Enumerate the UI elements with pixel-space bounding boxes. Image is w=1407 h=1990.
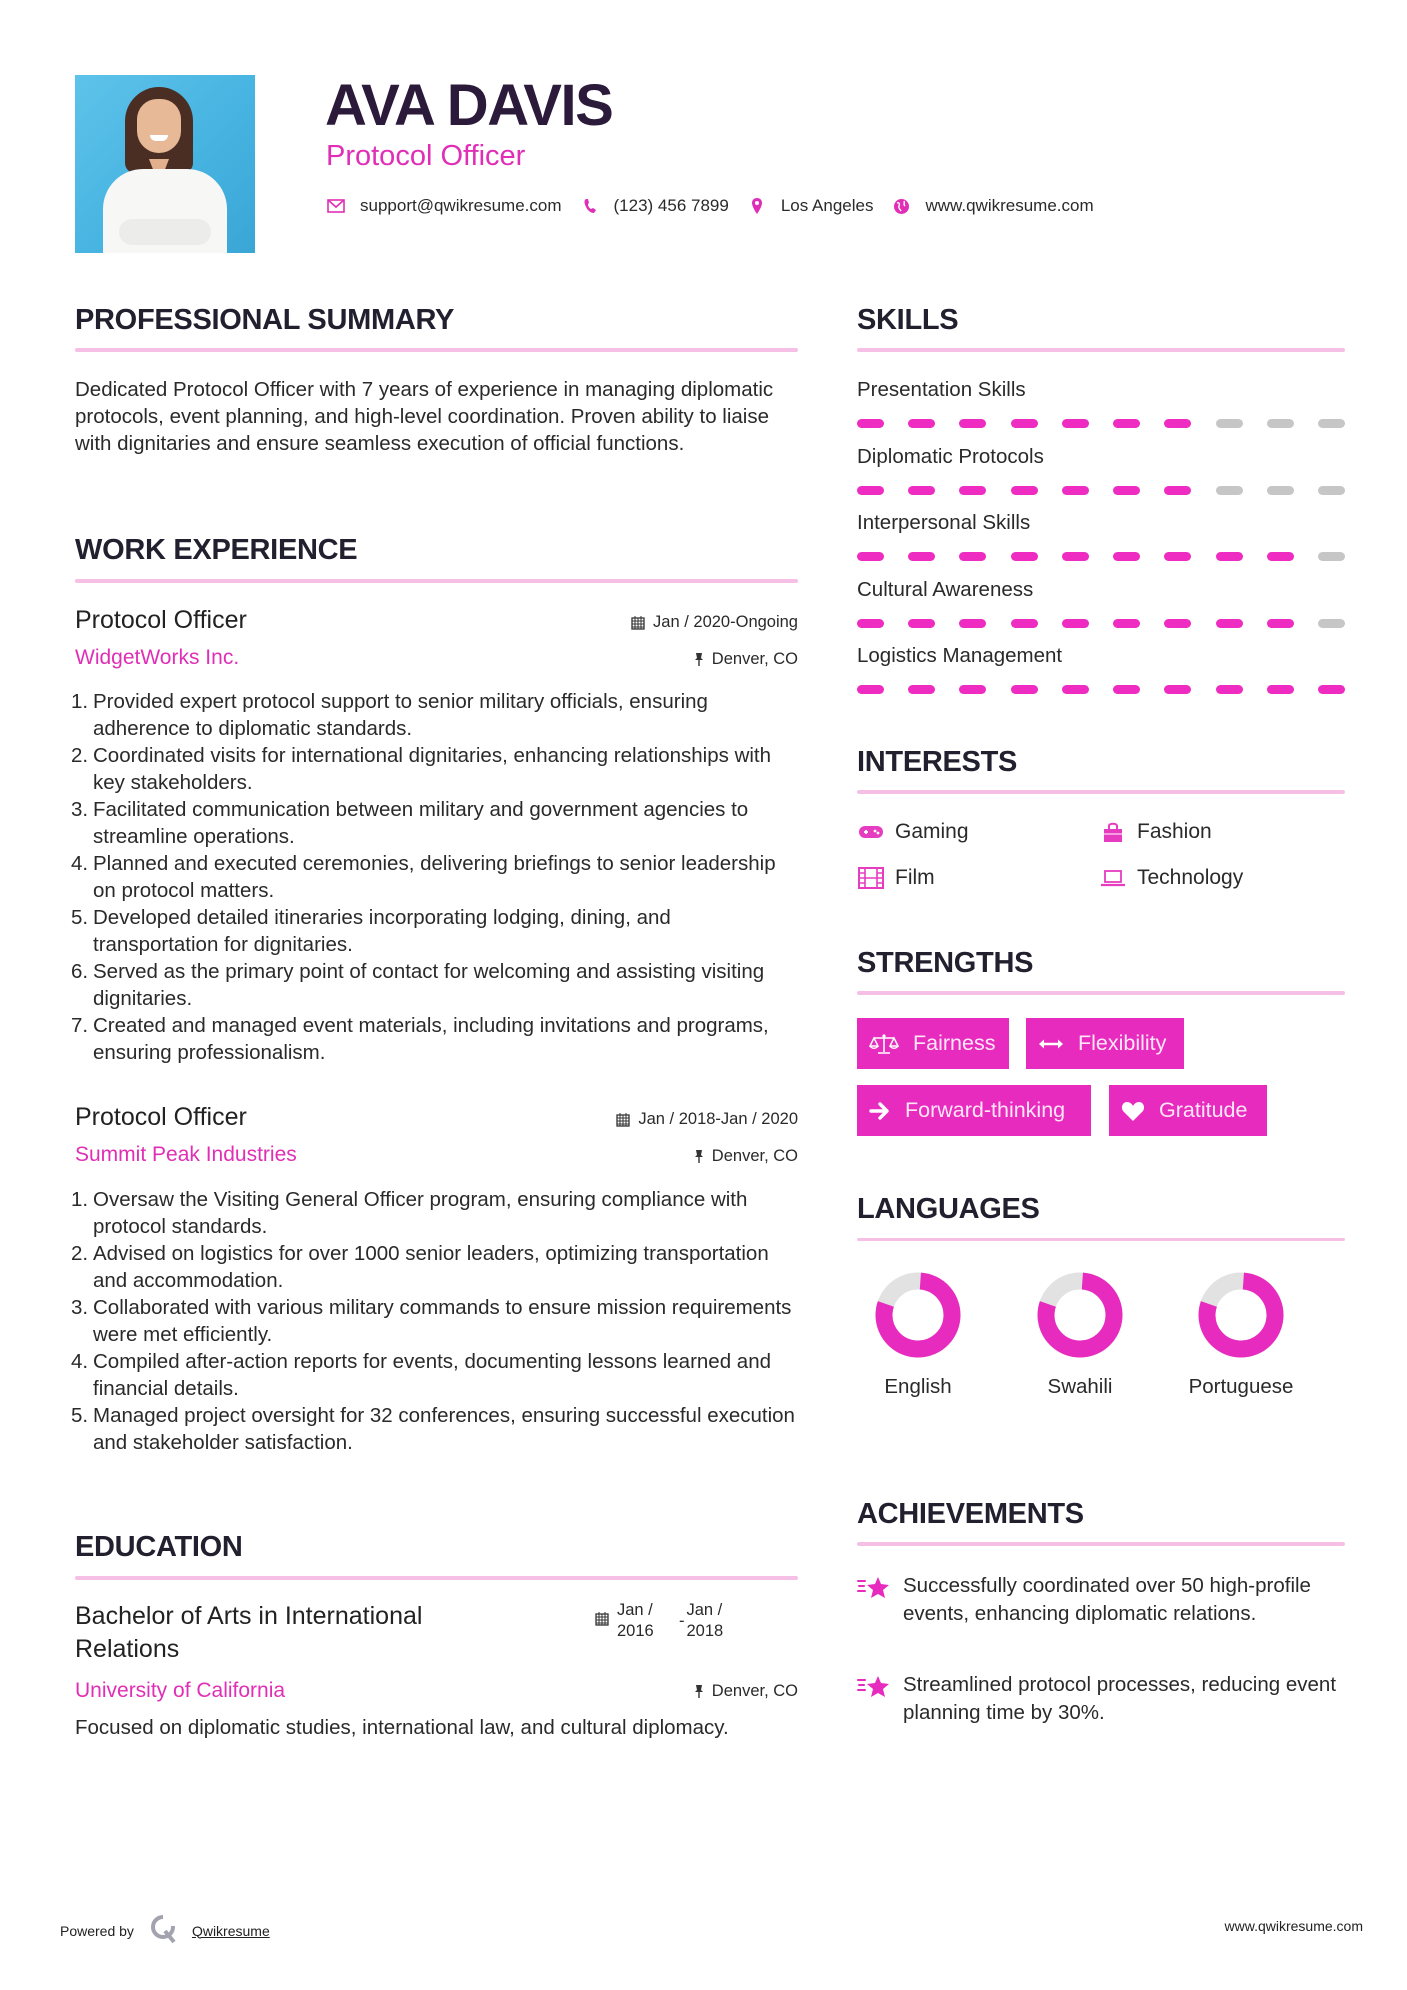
- skill-item: [857, 377, 1345, 444]
- skill-item: [857, 444, 1345, 511]
- contact-row: [326, 194, 1112, 218]
- rating-segment-filled: [1164, 552, 1191, 561]
- list-item: 1. Provided expert protocol support to senior military officials, ensuring adherence to diplomatic standards.: [71, 690, 708, 740]
- language-label: Swahili: [1047, 1375, 1113, 1398]
- skill-item: [857, 643, 1345, 710]
- education-entry: [75, 1600, 798, 1760]
- rating-segment-filled: [1113, 619, 1140, 628]
- rating-segment-filled: [1164, 685, 1191, 694]
- laptop-icon: [1099, 866, 1127, 890]
- rating-segment-filled: [857, 552, 884, 561]
- contact-phone-text: (123) 456 7899: [613, 196, 729, 215]
- rating-segment-filled: [1216, 619, 1243, 628]
- section-divider: [75, 1576, 798, 1580]
- rating-segment-filled: [1318, 685, 1345, 694]
- list-item: 3. Facilitated communication between military and government agencies to streamline operations.: [71, 798, 749, 848]
- job-1-bullets: [71, 688, 795, 1066]
- rating-segment-filled: [1113, 685, 1140, 694]
- section-divider: [857, 1542, 1345, 1546]
- rating-segment-filled: [1164, 486, 1191, 495]
- job-location: Denver, CO: [694, 1145, 798, 1167]
- job-entry-1: [75, 605, 798, 675]
- pushpin-icon: [694, 1149, 704, 1164]
- education-location: Denver, CO: [694, 1680, 798, 1702]
- education-date-start: Jan / 2016: [617, 1601, 654, 1640]
- list-item: 2. Advised on logistics for over 1000 senior leaders, optimizing transportation and accommodation.: [71, 1242, 769, 1292]
- language-swahili: [1024, 1272, 1136, 1402]
- rating-segment-filled: [959, 419, 986, 428]
- section-divider: [857, 1238, 1345, 1241]
- list-item: 4. Compiled after-action reports for events, documenting lessons learned and financial details.: [71, 1350, 772, 1400]
- rating-segment-filled: [908, 552, 935, 561]
- skill-label: Presentation Skills: [857, 378, 1026, 401]
- language-portuguese: [1186, 1272, 1296, 1402]
- rating-segment-filled: [1062, 685, 1089, 694]
- language-label: Portuguese: [1188, 1375, 1294, 1398]
- calendar-icon: [631, 615, 645, 630]
- rating-segment-filled: [1011, 619, 1038, 628]
- contact-phone[interactable]: [580, 196, 729, 216]
- skill-label: Cultural Awareness: [857, 577, 1034, 601]
- list-item: 6. Served as the primary point of contact for welcoming and assisting visiting dignitaries.: [71, 960, 765, 1010]
- pushpin-icon: [694, 1684, 704, 1699]
- rating-segment-filled: [1267, 552, 1294, 561]
- rating-segment-filled: [1062, 619, 1089, 628]
- achievement-item: Streamlined protocol processes, reducing event planning time by 30%.: [857, 1671, 1345, 1727]
- rating-segment-filled: [1062, 552, 1089, 561]
- list-item: 5. Managed project oversight for 32 conferences, ensuring successful execution and stakeholder satisfaction.: [71, 1404, 795, 1454]
- section-title-summary: PROFESSIONAL SUMMARY: [75, 304, 455, 336]
- arrows-horizontal-icon: [1038, 1038, 1064, 1050]
- shopping-bag-icon: [1099, 820, 1127, 844]
- contact-location-text: Los Angeles: [780, 196, 874, 215]
- rating-segment-filled: [1011, 486, 1038, 495]
- rating-segment-filled: [1011, 419, 1038, 428]
- skill-label: Interpersonal Skills: [857, 511, 1031, 534]
- gamepad-icon: [857, 820, 885, 844]
- skill-label: Logistics Management: [857, 644, 1063, 667]
- list-item: 3. Collaborated with various military commands to ensure mission requirements were met efficiently.: [71, 1296, 792, 1346]
- section-divider: [857, 790, 1345, 794]
- list-item: 5. Developed detailed itineraries incorporating lodging, dining, and transportation for dignitaries.: [71, 906, 671, 956]
- shooting-star-icon: [857, 1574, 891, 1607]
- rating-segment-filled: [1216, 552, 1243, 561]
- list-item: 7. Created and managed event materials, including invitations and programs, ensuring professionalism.: [71, 1014, 769, 1064]
- section-title-education: EDUCATION: [75, 1531, 243, 1563]
- interest-film: Film: [857, 864, 935, 892]
- contact-email-text: support@qwikresume.com: [360, 196, 562, 215]
- rating-segment-empty: [1318, 419, 1345, 428]
- section-title-skills: SKILLS: [857, 304, 959, 336]
- job-title: Protocol Officer: [75, 1103, 247, 1131]
- rating-segment-filled: [857, 685, 884, 694]
- interest-technology: Technology: [1099, 864, 1243, 892]
- map-pin-icon: [747, 196, 767, 216]
- section-title-strengths: STRENGTHS: [857, 947, 1034, 979]
- company-name: Summit Peak Industries: [75, 1143, 297, 1166]
- skill-rating: [857, 619, 1345, 628]
- pushpin-icon: [694, 652, 704, 667]
- rating-segment-filled: [1113, 419, 1140, 428]
- skill-item: [857, 577, 1345, 644]
- job-title: Protocol Officer: [75, 606, 247, 634]
- calendar-icon: [595, 1611, 609, 1626]
- globe-icon: [891, 196, 911, 216]
- rating-segment-filled: [1267, 619, 1294, 628]
- degree-title: Bachelor of Arts in International Relations: [75, 1602, 423, 1663]
- footer-powered-by: [60, 1914, 270, 1947]
- interest-fashion: Fashion: [1099, 818, 1212, 846]
- job-location: Denver, CO: [694, 648, 798, 670]
- strength-badge-fairness: Fairness: [857, 1018, 1009, 1069]
- summary-text: Dedicated Protocol Officer with 7 years of experience in managing diplomatic protocols, event planning, and high-level coordination. Proven ability to liaise with dignitaries and ensure seamless execution of official functions.: [75, 378, 774, 455]
- section-title-experience: WORK EXPERIENCE: [75, 534, 358, 566]
- skill-rating: [857, 685, 1345, 694]
- qwikresume-link[interactable]: Qwikresume: [191, 1922, 270, 1939]
- candidate-name: AVA DAVIS: [325, 73, 613, 138]
- job-dates: Jan / 2018-Jan / 2020: [616, 1108, 798, 1130]
- powered-by-label: Powered by: [60, 1922, 134, 1939]
- rating-segment-filled: [1011, 685, 1038, 694]
- rating-segment-filled: [959, 552, 986, 561]
- rating-segment-filled: [857, 619, 884, 628]
- shooting-star-icon: [857, 1673, 891, 1706]
- contact-location: [747, 196, 874, 216]
- rating-segment-filled: [857, 486, 884, 495]
- rating-segment-filled: [1062, 486, 1089, 495]
- rating-segment-filled: [959, 486, 986, 495]
- rating-segment-empty: [1267, 486, 1294, 495]
- rating-segment-empty: [1267, 419, 1294, 428]
- job-entry-2: [75, 1102, 798, 1172]
- contact-email[interactable]: [326, 196, 562, 216]
- skill-label: Diplomatic Protocols: [857, 444, 1044, 468]
- strength-badge-gratitude: Gratitude: [1109, 1085, 1267, 1136]
- rating-segment-filled: [1267, 685, 1294, 694]
- rating-segment-empty: [1318, 619, 1345, 628]
- section-divider: [857, 348, 1345, 352]
- section-divider: [75, 348, 798, 352]
- rating-segment-filled: [908, 486, 935, 495]
- qwikresume-logo-icon: [150, 1914, 178, 1947]
- phone-icon: [580, 196, 600, 216]
- rating-segment-empty: [1216, 486, 1243, 495]
- section-title-interests: INTERESTS: [857, 746, 1018, 778]
- rating-segment-filled: [959, 619, 986, 628]
- strength-badge-forward-thinking: Forward-thinking: [857, 1085, 1091, 1136]
- rating-segment-filled: [908, 685, 935, 694]
- rating-segment-filled: [1113, 486, 1140, 495]
- education-date-end: Jan / 2018: [686, 1601, 724, 1640]
- list-item: 2. Coordinated visits for international dignitaries, enhancing relationships with key stakeholders.: [71, 744, 772, 794]
- job-dates: Jan / 2020-Ongoing: [631, 611, 798, 633]
- footer-url[interactable]: www.qwikresume.com: [1224, 1918, 1363, 1934]
- rating-segment-filled: [959, 685, 986, 694]
- school-name: University of California: [75, 1679, 286, 1702]
- strength-badge-flexibility: Flexibility: [1026, 1018, 1184, 1069]
- heart-icon: [1121, 1100, 1145, 1122]
- contact-website[interactable]: [891, 196, 1093, 216]
- balance-scale-icon: [869, 1033, 899, 1055]
- achievement-item: Successfully coordinated over 50 high-profile events, enhancing diplomatic relations.: [857, 1572, 1345, 1628]
- list-item: 4. Planned and executed ceremonies, delivering briefings to senior leadership on protocol matters.: [71, 852, 776, 902]
- section-title-achievements: ACHIEVEMENTS: [857, 1498, 1084, 1530]
- skills-list: [857, 377, 1345, 710]
- list-item: 1. Oversaw the Visiting General Officer program, ensuring compliance with protocol standards.: [71, 1188, 748, 1238]
- rating-segment-filled: [1113, 552, 1140, 561]
- rating-segment-empty: [1318, 486, 1345, 495]
- language-proficiency-donut: [1037, 1272, 1123, 1358]
- language-label: English: [884, 1375, 952, 1398]
- calendar-icon: [616, 1112, 630, 1127]
- rating-segment-empty: [1318, 552, 1345, 561]
- education-dates: [595, 1600, 737, 1642]
- section-title-languages: LANGUAGES: [857, 1193, 1040, 1225]
- interest-gaming: Gaming: [857, 818, 969, 846]
- job-2-bullets: [71, 1186, 795, 1456]
- rating-segment-empty: [1216, 419, 1243, 428]
- contact-website-text: www.qwikresume.com: [925, 196, 1094, 215]
- rating-segment-filled: [908, 619, 935, 628]
- skill-rating: [857, 486, 1345, 495]
- skill-rating: [857, 419, 1345, 428]
- film-icon: [857, 866, 885, 890]
- language-proficiency-donut: [875, 1272, 961, 1358]
- rating-segment-filled: [1164, 419, 1191, 428]
- language-proficiency-donut: [1198, 1272, 1284, 1358]
- rating-segment-filled: [1164, 619, 1191, 628]
- company-name: WidgetWorks Inc.: [75, 646, 240, 669]
- education-description: Focused on diplomatic studies, international law, and cultural diplomacy.: [75, 1716, 729, 1739]
- skill-item: [857, 510, 1345, 577]
- candidate-role: Protocol Officer: [326, 140, 526, 172]
- section-divider: [75, 579, 798, 583]
- arrow-right-icon: [869, 1101, 891, 1121]
- language-english: [862, 1272, 974, 1402]
- rating-segment-filled: [1216, 685, 1243, 694]
- section-divider: [857, 991, 1345, 995]
- rating-segment-filled: [857, 419, 884, 428]
- rating-segment-filled: [1062, 419, 1089, 428]
- rating-segment-filled: [908, 419, 935, 428]
- rating-segment-filled: [1011, 552, 1038, 561]
- date-separator: -: [679, 1612, 685, 1630]
- profile-photo: [75, 75, 255, 253]
- skill-rating: [857, 552, 1345, 561]
- envelope-icon: [326, 196, 346, 216]
